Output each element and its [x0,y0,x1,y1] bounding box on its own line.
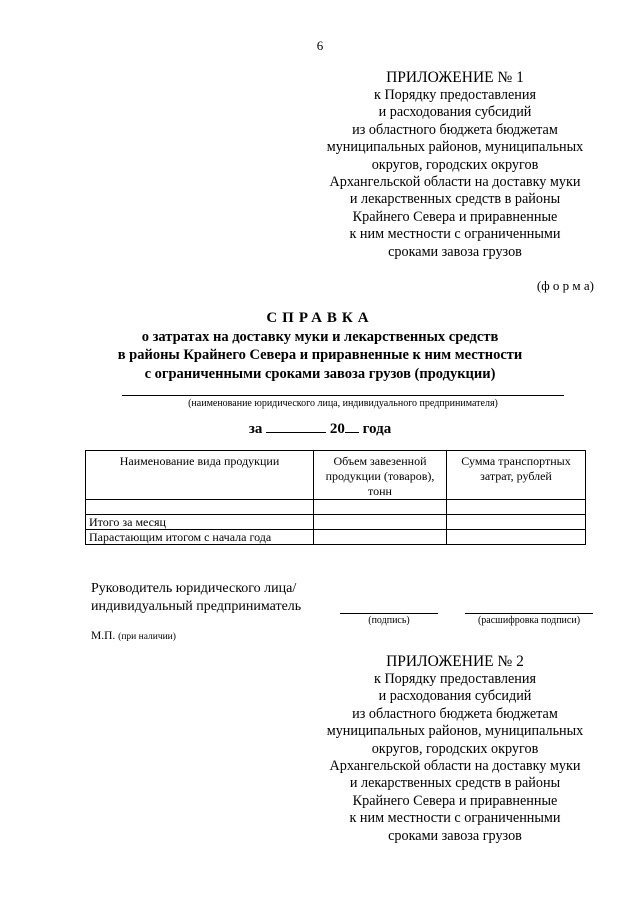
appendix-2-line: к Порядку предоставления [374,671,536,687]
period-suffix: года [362,421,392,437]
costs-table [85,450,586,545]
entity-name-caption: (наименование юридического лица, индивидуального предпринимателя) [188,398,498,409]
table-cell[interactable] [86,500,314,515]
table-cell[interactable] [314,515,447,530]
table-cell[interactable] [314,500,447,515]
document-title: СПРАВКА [266,310,374,326]
appendix-1-line: к Порядку предоставления [374,87,536,103]
appendix-2-line: Крайнего Севера и приравненные [352,792,558,809]
appendix-2-line: и расходования субсидий [378,688,532,705]
table-cell[interactable] [447,500,586,515]
appendix-1-line: Архангельской области на доставку муки [329,174,581,191]
head-line: индивидуальный предприниматель [91,598,302,614]
stamp-label: М.П. [91,630,116,642]
appendix-2-line: к ним местности с ограниченными [349,810,561,827]
table-row [86,530,586,545]
appendix-2-title: ПРИЛОЖЕНИЕ № 2 [386,653,524,670]
column-header-volume: Объем завезенной продукции (товаров), тонн [314,451,447,500]
appendix-2-line: муниципальных районов, муниципальных [326,723,584,740]
table-cell[interactable] [447,530,586,545]
appendix-1-line: к ним местности с ограниченными [349,226,561,243]
form-label: (ф о р м а) [536,278,594,293]
appendix-1-line: сроками завоза грузов [388,243,522,260]
appendix-1-title: ПРИЛОЖЕНИЕ № 1 [386,69,524,86]
appendix-2-line: округов, городских округов [371,740,539,757]
appendix-1-line: муниципальных районов, муниципальных [326,139,584,156]
column-header-product: Наименование вида продукции [86,451,314,500]
signature-line[interactable] [340,613,438,614]
table-row [86,500,586,515]
appendix-1-line: и лекарственных средств в районы [349,191,561,208]
table-cell[interactable] [447,515,586,530]
table-cell[interactable] [314,530,447,545]
subtitle-line: с ограниченными сроками завоза грузов (продукции) [144,365,496,382]
subtitle-line: о затратах на доставку муки и лекарственных средств [141,329,499,345]
signature-caption: (подпись) [368,615,410,626]
period-year-blank[interactable] [345,420,359,433]
appendix-1-line: и расходования субсидий [378,104,532,121]
reporting-period [0,420,640,438]
period-prefix: за [248,421,263,437]
document-subtitle [0,328,640,383]
appendix-2-line: и лекарственных средств в районы [349,775,561,792]
appendix-2-line: из областного бюджета бюджетам [352,705,558,722]
appendix-2-header [300,652,610,845]
signature-decoding-line[interactable] [465,613,593,614]
table-row [86,515,586,530]
appendix-2-line: сроками завоза грузов [388,827,522,844]
head-line: Руководитель юридического лица/ [91,581,297,596]
page-number: 6 [316,38,324,53]
table-cell: Парастающим итогом с начала года [86,530,314,545]
appendix-1-line: Крайнего Севера и приравненные [352,208,558,225]
table-cell: Итого за месяц [86,515,314,530]
stamp-note: (при наличии) [118,632,176,642]
entity-name-line[interactable] [122,395,564,396]
appendix-1-line: округов, городских округов [371,156,539,173]
appendix-2-line: Архангельской области на доставку муки [329,758,581,775]
subtitle-line: в районы Крайнего Севера и приравненные к ним местности [117,347,523,364]
signature-decoding-caption: (расшифровка подписи) [477,615,581,626]
head-signature-label [91,580,301,615]
table-header-row [86,451,586,500]
period-year: 20 [329,421,345,437]
stamp-place [91,630,176,642]
period-month-blank[interactable] [266,420,326,433]
appendix-1-line: из областного бюджета бюджетам [352,121,558,138]
appendix-1-header [300,68,610,261]
column-header-cost: Сумма транспортных затрат, рублей [447,451,586,500]
